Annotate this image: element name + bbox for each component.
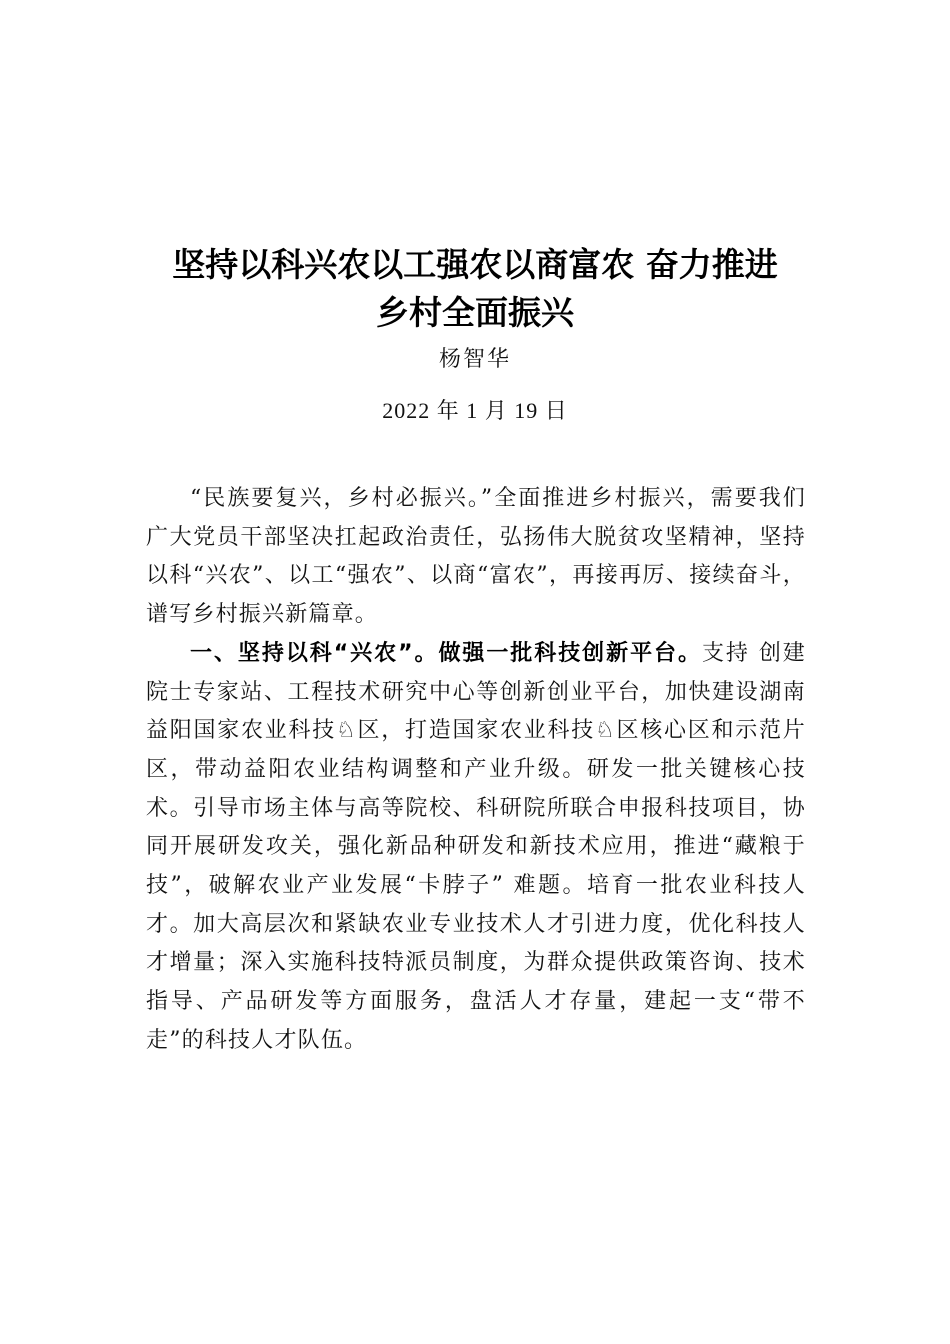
section-heading: 一、坚持以科“兴农”。做强一批科技创新平台。 (190, 640, 702, 666)
author-name: 杨智华 (438, 347, 511, 372)
document-title-line-2: 乡村全面振兴 (376, 293, 574, 332)
paragraph-intro (146, 480, 806, 635)
document-title-line-1: 坚持以科兴农以工强农以商富农 奋力推进 (172, 245, 778, 284)
paragraph-text: 支持 创建院士专家站、工程技术研究中心等创新创业平台，加快建设湖南益阳国家农业科技♘区，打造国家农业科技♘区核心区和示范片区，带动益阳农业结构调整和产业升级。研发一批关键核心技术。引导市场主体与高等院校、科研院所联合申报科技项目，协同开展研发攻关，强化新品种研发和新技术应用，推进“藏粮于技”，破解农业产业发展“卡脖子” 难题。培育一批农业科技人才。加大高层次和紧缺农业专业技术人才引进力度，优化科技人才增量；深入实施科技特派员制度，为群众提供政策咨询、技术指导、产品研发等方面服务，盘活人才存量，建起一支“带不走”的科技人才队伍。 (146, 640, 806, 1053)
publish-date: 2022 年 1 月 19 日 (382, 398, 568, 423)
paragraph-text: “民族要复兴，乡村必振兴。”全面推进乡村振兴，需要我们广大党员干部坚决扛起政治责任，弘扬伟大脱贫攻坚精神，坚持以科“兴农”、以工“强农”、以商“富农”，再接再厉、接续奋斗，谱写乡村振兴新篇章。 (146, 486, 806, 628)
article-body (146, 480, 806, 1061)
paragraph-section-1 (146, 635, 806, 1061)
